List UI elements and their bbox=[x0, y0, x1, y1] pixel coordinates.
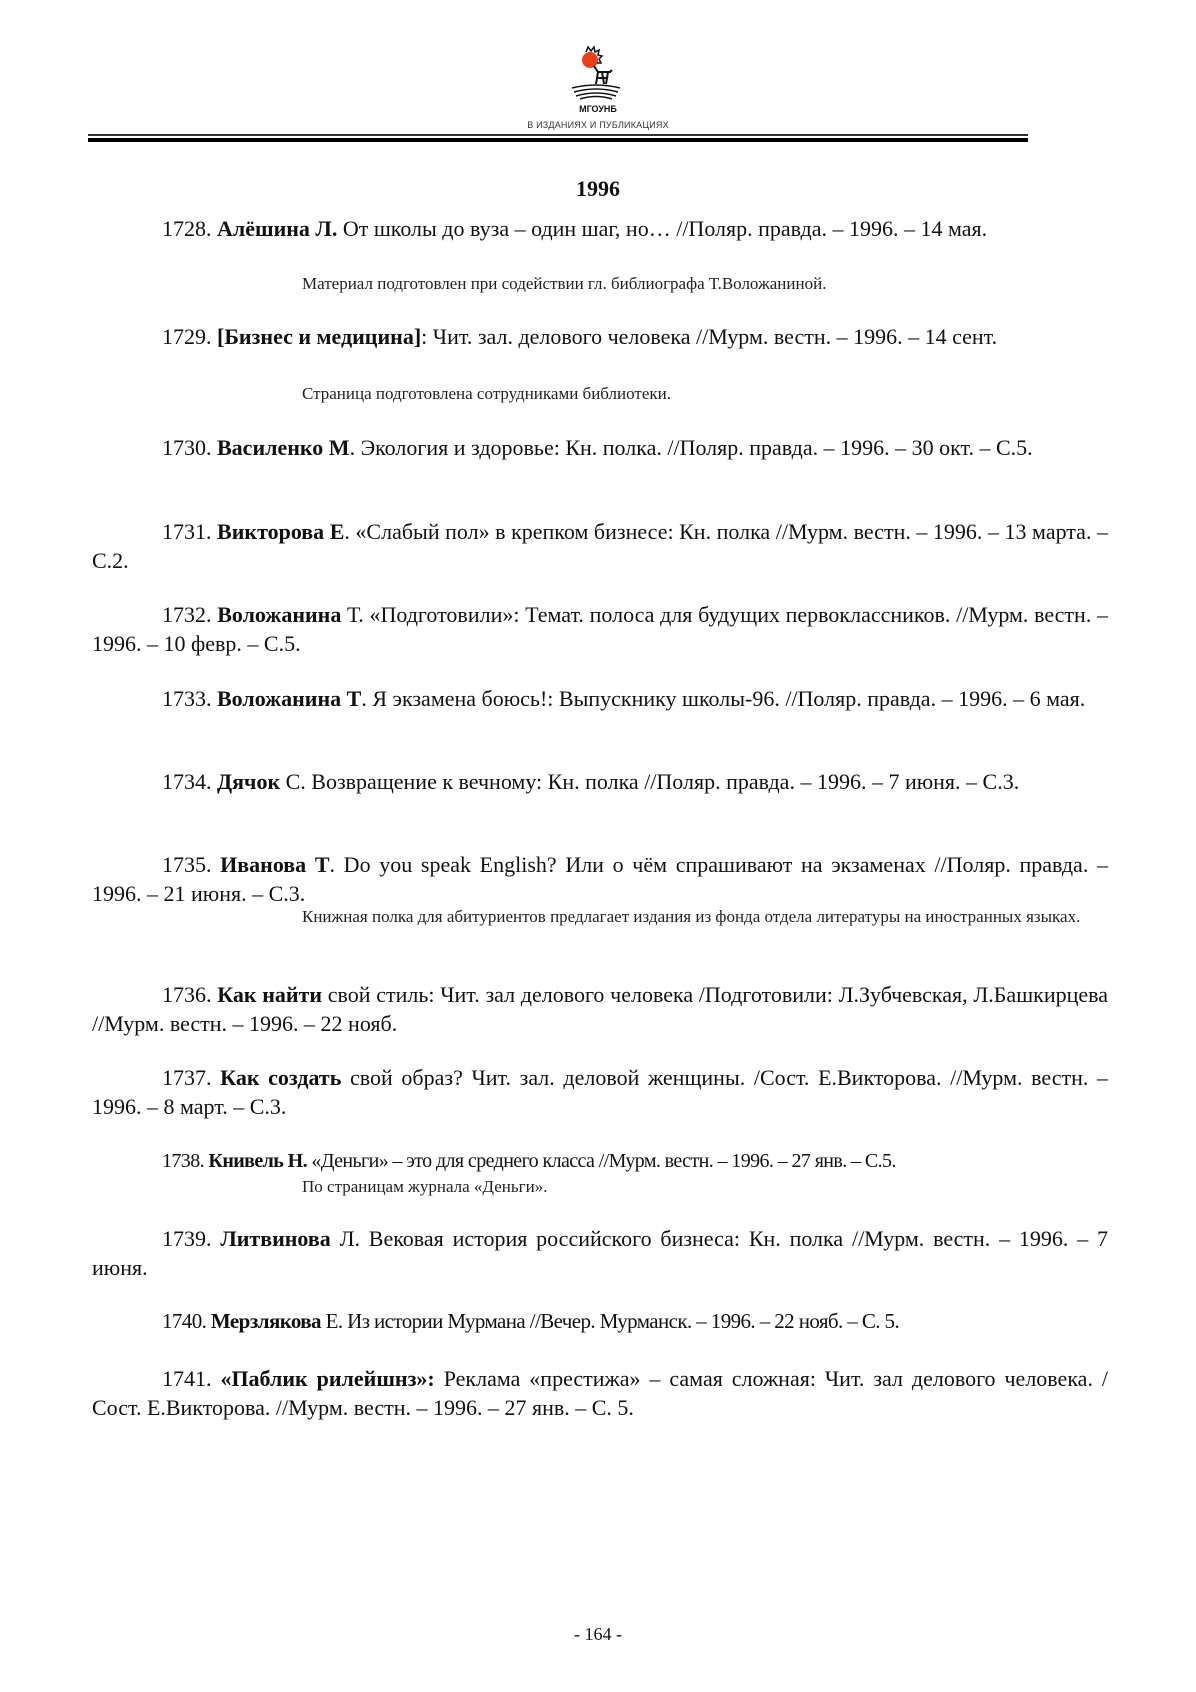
entry-number: 1728. bbox=[162, 216, 212, 241]
entry-number: 1741. bbox=[162, 1366, 212, 1391]
entry-1732 bbox=[92, 600, 1108, 658]
entry-author: Воложанина bbox=[217, 602, 342, 627]
entry-text: . Я экзамена боюсь!: Выпускнику школы-96. //Поляр. правда. – 1996. – 6 мая. bbox=[361, 686, 1086, 711]
entry-text: Л. Вековая история российского бизнеса: Кн. полка //Мурм. вестн. – 1996. – 7 июня. bbox=[92, 1226, 1109, 1280]
quote-open: « bbox=[220, 1366, 232, 1391]
entry-number: 1738. bbox=[162, 1150, 205, 1172]
entry-author: Мерзлякова bbox=[210, 1309, 321, 1333]
entry-title: Как создать bbox=[220, 1065, 342, 1090]
entry-text: От школы до вуза – один шаг, но… //Поляр. правда. – 1996. – 14 мая. bbox=[337, 216, 988, 241]
entry-author: Викторова Е bbox=[217, 519, 345, 544]
bracket-close: ] bbox=[413, 324, 422, 349]
entry-note: Книжная полка для абитуриентов предлагает издания из фонда отдела литературы на иностранных языках. bbox=[302, 907, 1081, 926]
entry-1740 bbox=[92, 1307, 1108, 1336]
entry-1733 bbox=[92, 684, 1108, 713]
entry-number: 1729. bbox=[162, 324, 212, 349]
entry-note: Материал подготовлен при содействии гл. библиографа Т.Воложаниной. bbox=[302, 274, 827, 293]
entry-note: Страница подготовлена сотрудниками библиотеки. bbox=[302, 384, 671, 403]
entry-author: Иванова Т bbox=[220, 852, 330, 877]
entry-number: 1730. bbox=[162, 435, 212, 460]
library-logo-icon bbox=[566, 44, 626, 102]
entry-text: : Чит. зал. делового человека //Мурм. вестн. – 1996. – 14 сент. bbox=[421, 324, 998, 349]
entry-1728 bbox=[92, 214, 1108, 243]
page-number: - 164 - bbox=[574, 1624, 622, 1644]
year-heading: 1996 bbox=[576, 176, 620, 201]
entry-text: . «Слабый пол» в крепком бизнесе: Кн. полка //Мурм. вестн. – 1996. – 13 марта. – С.2. bbox=[92, 519, 1108, 573]
entry-note: По страницам журнала «Деньги». bbox=[302, 1177, 548, 1196]
bracket-open: [ bbox=[217, 324, 225, 349]
entry-text: Реклама «престижа» – самая сложная: Чит. зал делового человека. /Сост. Е.Викторова. //Мурм. вестн. – 1996. – 27 янв. – С. 5. bbox=[92, 1366, 1108, 1420]
entry-number: 1739. bbox=[162, 1226, 212, 1251]
entry-1741 bbox=[92, 1364, 1108, 1422]
entry-text: свой образ? Чит. зал. деловой женщины. /Сост. Е.Викторова. //Мурм. вестн. – 1996. – 8 март. – С.3. bbox=[92, 1065, 1109, 1119]
entry-number: 1732. bbox=[162, 602, 212, 627]
entry-author: Дячок bbox=[217, 769, 281, 794]
entry-number: 1734. bbox=[162, 769, 212, 794]
entry-number: 1735. bbox=[162, 852, 212, 877]
entry-text: . Экология и здоровье: Кн. полка. //Поляр. правда. – 1996. – 30 окт. – С.5. bbox=[349, 435, 1033, 460]
header-rule-thin bbox=[88, 134, 1028, 136]
entry-number: 1731. bbox=[162, 519, 212, 544]
header-rule-thick bbox=[88, 138, 1028, 142]
entry-text: Т. «Подготовили»: Темат. полоса для будущих первоклассников. //Мурм. вестн. – 1996. – 10 февр. – С.5. bbox=[92, 602, 1108, 656]
entry-1729 bbox=[92, 322, 1108, 351]
entry-number: 1733. bbox=[162, 686, 212, 711]
entry-text: «Деньги» – это для среднего класса //Мурм. вестн. – 1996. – 27 янв. – С.5. bbox=[307, 1150, 896, 1172]
entry-text: С. Возвращение к вечному: Кн. полка //Поляр. правда. – 1996. – 7 июня. – С.3. bbox=[280, 769, 1020, 794]
page-header bbox=[0, 0, 1196, 150]
logo-text: МГОУНБ bbox=[579, 104, 617, 114]
entry-1731 bbox=[92, 517, 1108, 575]
entry-text: . Do you speak English? Или о чём спрашивают на экзаменах //Поляр. правда. – 1996. – 21 июня. – С.3. bbox=[92, 852, 1108, 906]
entry-1738 bbox=[92, 1147, 1108, 1176]
entry-text: свой стиль: Чит. зал делового человека /Подготовили: Л.Зубчевская, Л.Башкирцева //Мурм. вестн. – 1996. – 22 нояб. bbox=[92, 982, 1108, 1036]
entry-1730 bbox=[92, 433, 1108, 462]
entry-number: 1737. bbox=[162, 1065, 212, 1090]
entry-author: Книвель Н. bbox=[208, 1150, 308, 1172]
header-subtitle: В ИЗДАНИЯХ И ПУБЛИКАЦИЯХ bbox=[527, 120, 669, 130]
entry-1737 bbox=[92, 1063, 1108, 1121]
entry-title: Паблик рилейшнз»: bbox=[231, 1366, 435, 1391]
entry-author: Воложанина Т bbox=[217, 686, 362, 711]
entry-author: Василенко М bbox=[217, 435, 350, 460]
entry-number: 1740. bbox=[162, 1309, 207, 1333]
entry-author: Алёшина Л. bbox=[217, 216, 338, 241]
entry-1734 bbox=[92, 767, 1108, 796]
entry-author: Литвинова bbox=[220, 1226, 331, 1251]
entry-1735 bbox=[92, 850, 1108, 908]
entry-number: 1736. bbox=[162, 982, 212, 1007]
entry-text: Е. Из истории Мурмана //Вечер. Мурманск. – 1996. – 22 нояб. – С. 5. bbox=[320, 1309, 900, 1333]
entry-1739 bbox=[92, 1224, 1108, 1282]
entry-title: Как найти bbox=[217, 982, 323, 1007]
entry-1736 bbox=[92, 980, 1108, 1038]
entry-title: Бизнес и медицина bbox=[224, 324, 414, 349]
